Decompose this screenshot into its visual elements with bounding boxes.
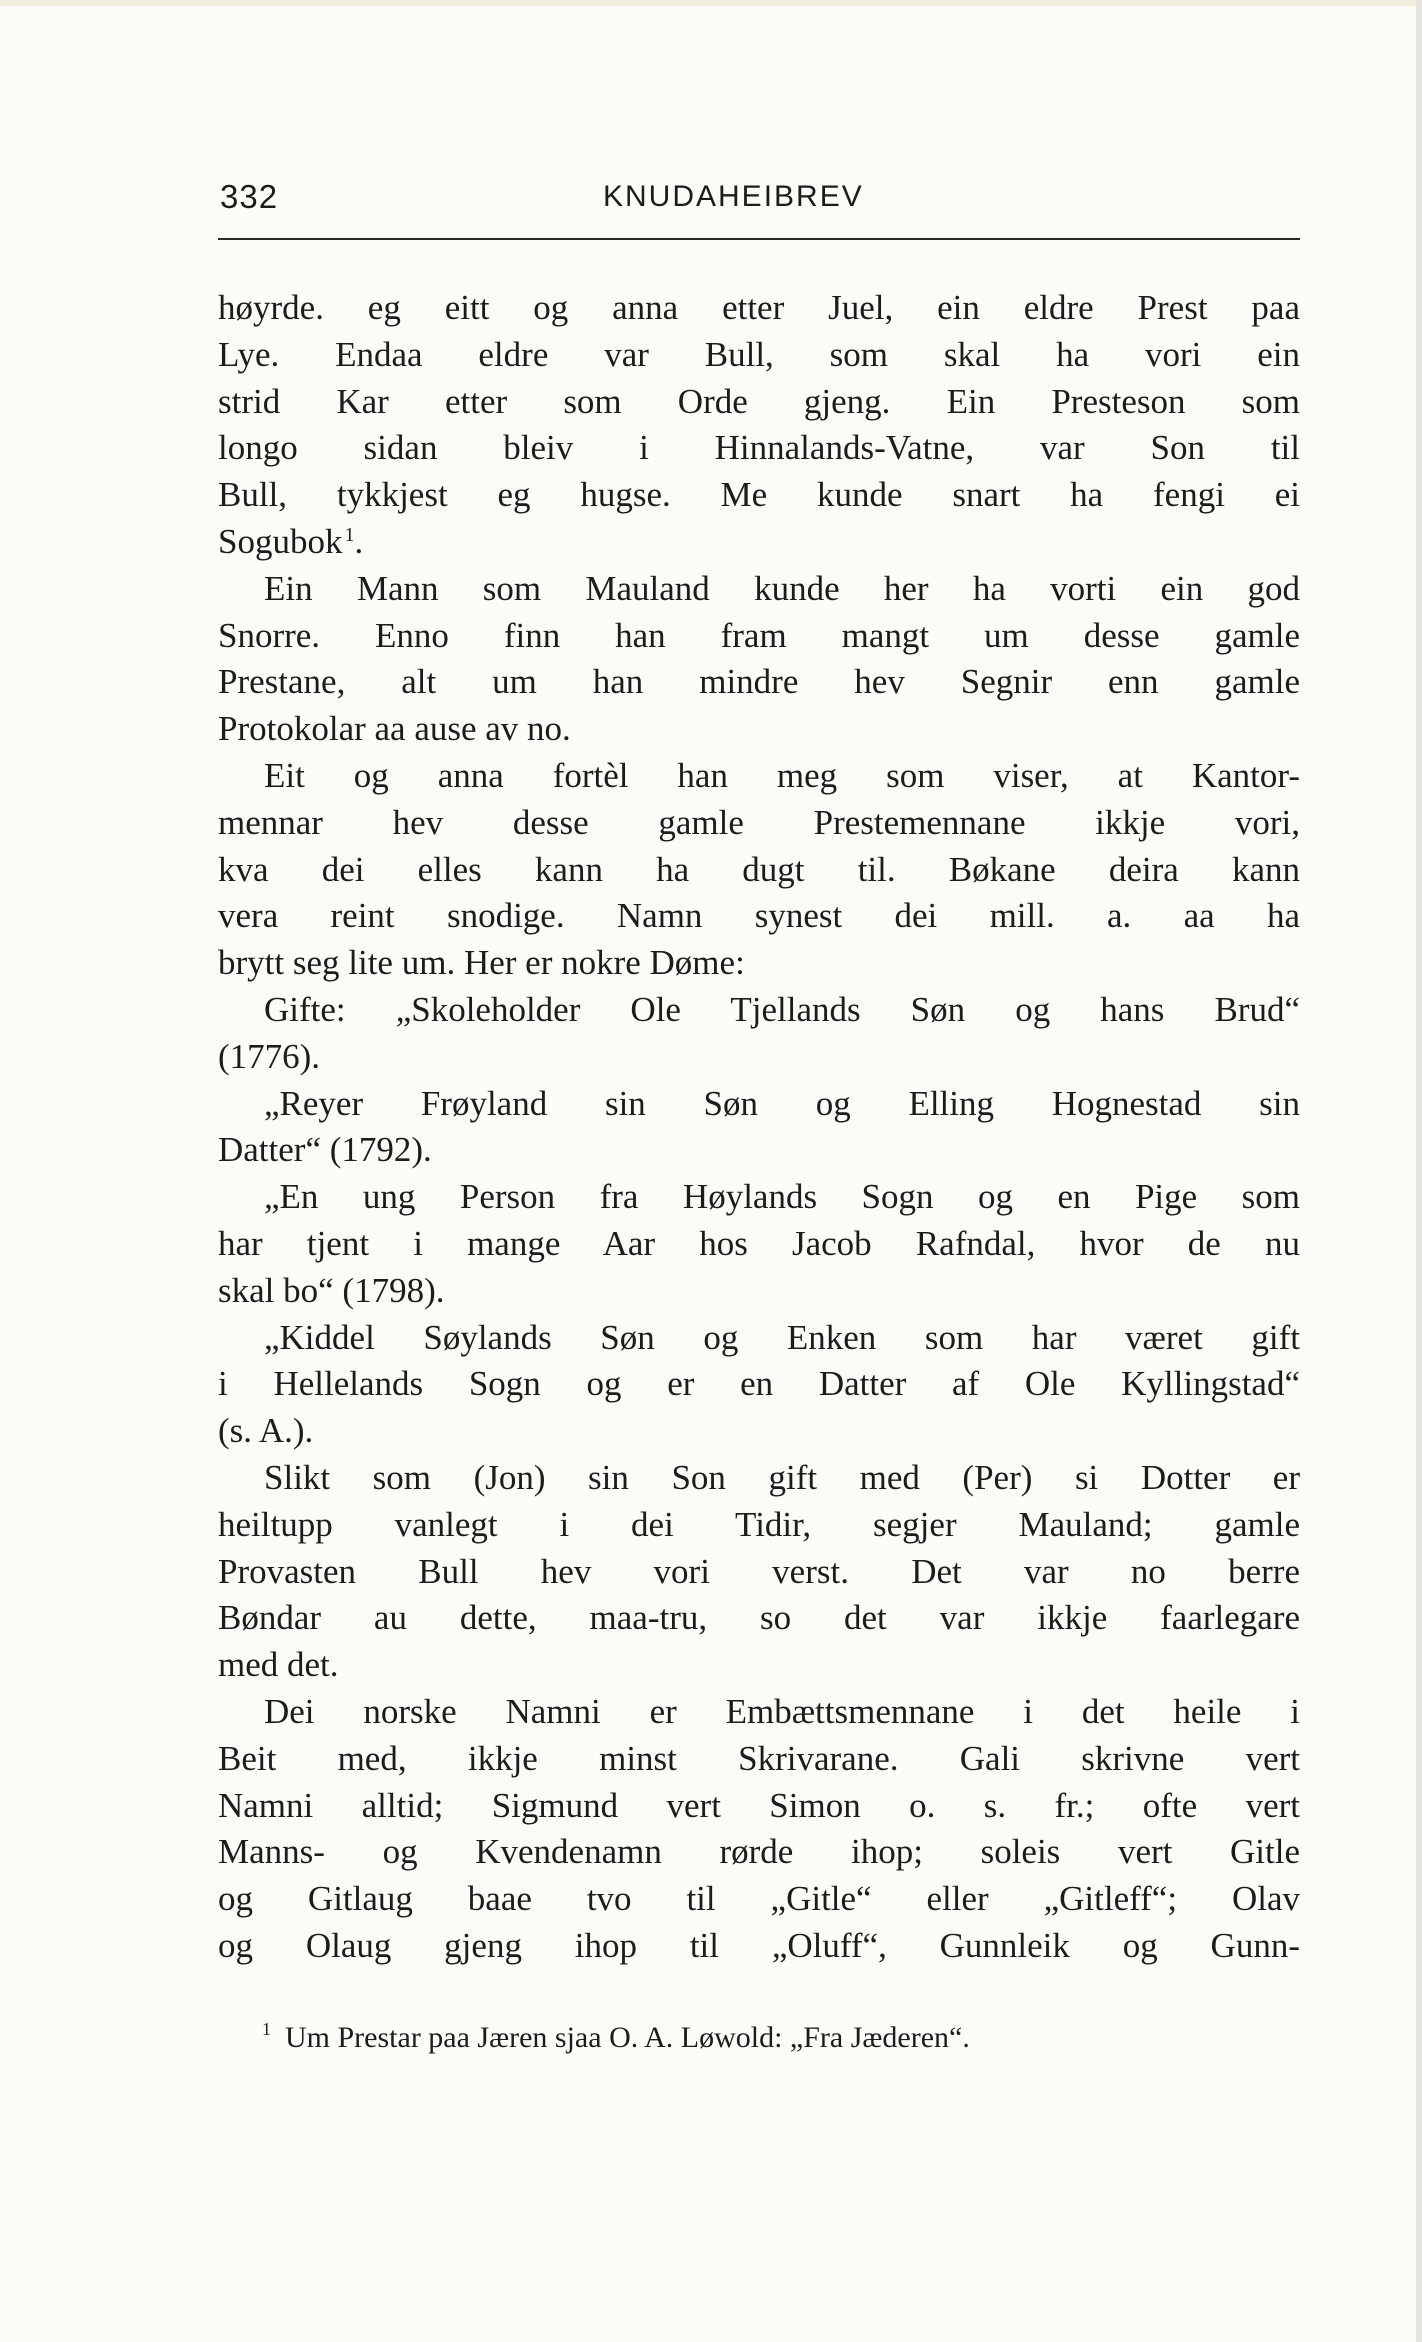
running-header <box>218 178 1300 240</box>
text-line: Namni alltid; Sigmund vert Simon o. s. fr.; ofte vert <box>218 1785 1300 1825</box>
text-fragment: Sogubok <box>218 521 343 561</box>
text-line: mennar hev desse gamle Prestemennane ikkje vori, <box>218 802 1300 842</box>
text-line: brytt seg lite um. Her er nokre Døme: <box>218 943 745 983</box>
text-line: Datter“ (1792). <box>218 1130 432 1170</box>
text-line: Snorre. Enno finn han fram mangt um desse gamle <box>218 615 1300 655</box>
text-line: Prestane, alt um han mindre hev Segnir enn gamle <box>218 662 1300 702</box>
text-line: og Gitlaug baae tvo til „Gitle“ eller „Gitleff“; Olav <box>218 1879 1300 1919</box>
text-line: „Kiddel Søylands Søn og Enken som har været gift <box>264 1317 1300 1357</box>
page-number: 332 <box>220 178 279 215</box>
text-line: Beit med, ikkje minst Skrivarane. Gali skrivne vert <box>218 1738 1300 1778</box>
text-line: „En ung Person fra Høylands Sogn og en Pige som <box>264 1177 1300 1217</box>
text-line: Protokolar aa ause av no. <box>218 709 571 749</box>
text-line: Provasten Bull hev vori verst. Det var no berre <box>218 1551 1300 1591</box>
footnote-text: Um Prestar paa Jæren sjaa O. A. Løwold: „Fra Jæderen“. <box>285 2021 970 2054</box>
text-line: Manns- og Kvendenamn rørde ihop; soleis vert Gitle <box>218 1832 1300 1872</box>
page-top-edge <box>0 0 1422 6</box>
footnote-number: 1 <box>262 2019 271 2039</box>
text-fragment: . <box>354 521 364 561</box>
text-line: (1776). <box>218 1036 321 1076</box>
footnote <box>262 2008 1300 2054</box>
text-line: høyrde. eg eitt og anna etter Juel, ein eldre Prest paa <box>218 288 1300 327</box>
text-line: med det. <box>218 1645 339 1685</box>
text-line: (s. A.). <box>218 1411 314 1451</box>
body-text <box>218 285 1300 1970</box>
text-line: strid Kar etter som Orde gjeng. Ein Presteson som <box>218 381 1300 421</box>
footnote-reference: 1 <box>344 523 355 546</box>
running-title: KNUDAHEIBREV <box>603 180 864 213</box>
text-line: Dei norske Namni er Embættsmennane i det heile i <box>264 1691 1300 1731</box>
text-line: longo sidan bleiv i Hinnalands-Vatne, var Son til <box>218 428 1300 468</box>
text-line: „Reyer Frøyland sin Søn og Elling Hognestad sin <box>264 1083 1300 1123</box>
text-line-with-footnote <box>218 519 1300 566</box>
text-line: i Hellelands Sogn og er en Datter af Ole Kyllingstad“ <box>218 1364 1300 1404</box>
text-line: Eit og anna fortèl han meg som viser, at Kantor- <box>264 755 1300 795</box>
text-line: Bøndar au dette, maa-tru, so det var ikkje faarlegare <box>218 1598 1300 1638</box>
text-line: og Olaug gjeng ihop til „Oluff“, Gunnleik og Gunn- <box>218 1925 1300 1965</box>
text-line: vera reint snodige. Namn synest dei mill. a. aa ha <box>218 896 1300 936</box>
text-line: har tjent i mange Aar hos Jacob Rafndal, hvor de nu <box>218 1223 1300 1263</box>
text-line: skal bo“ (1798). <box>218 1270 445 1310</box>
text-line: Bull, tykkjest eg hugse. Me kunde snart ha fengi ei <box>218 475 1300 515</box>
text-line: Slikt som (Jon) sin Son gift med (Per) si Dotter er <box>264 1457 1300 1497</box>
text-line: Gifte: „Skoleholder Ole Tjellands Søn og hans Brud“ <box>264 989 1300 1029</box>
text-line: Lye. Endaa eldre var Bull, som skal ha vori ein <box>218 334 1300 374</box>
text-line: heiltupp vanlegt i dei Tidir, segjer Mauland; gamle <box>218 1504 1300 1544</box>
text-line: kva dei elles kann ha dugt til. Bøkane deira kann <box>218 849 1300 889</box>
text-line: Ein Mann som Mauland kunde her ha vorti ein god <box>264 568 1300 608</box>
